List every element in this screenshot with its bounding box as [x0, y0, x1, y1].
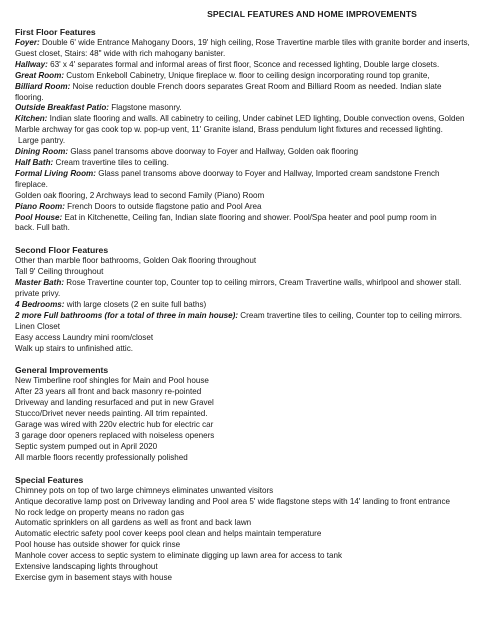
list-item: Garage was wired with 220v electric hub for electric car [15, 420, 214, 430]
second-floor-section [15, 245, 472, 354]
billiard-label: Billiard Room: [15, 81, 71, 91]
pool-house-text: Eat in Kitchenette, Ceiling fan, Indian slate flooring and shower. Pool/Spa heater and pool pump room in [64, 212, 437, 222]
first-floor-section [15, 27, 472, 234]
list-item: Chimney pots on top of two large chimneys eliminates unwanted visitors [15, 485, 274, 495]
piano-text: French Doors to outside flagstone patio and Pool Area [67, 201, 262, 211]
general-section [15, 365, 472, 463]
patio-text: Flagstone masonry. [111, 103, 182, 113]
kitchen-label: Kitchen: [15, 114, 48, 124]
second-floor-heading: Second Floor Features [15, 245, 109, 256]
half-bath-line [15, 158, 472, 169]
hallway-line [15, 60, 472, 71]
list-item: All marble floors recently professionally polished [15, 452, 188, 462]
patio-label: Outside Breakfast Patio: [15, 103, 110, 113]
hallway-text: 63' x 4' separates formal and informal areas of first floor, Sconce and recessed lighting, Double large closets. [50, 59, 440, 69]
half-bath-text: Cream travertine tiles to ceiling. [55, 157, 169, 167]
half-bath-label: Half Bath: [15, 157, 54, 167]
special-heading: Special Features [15, 474, 84, 485]
list-item: Stucco/Drivet never needs painting. All trim repainted. [15, 409, 208, 419]
dining-text: Glass panel transoms above doorway to Foyer and Hallway, Golden oak flooring [70, 147, 359, 157]
list-item: Driveway and landing resurfaced and put in new Gravel [15, 398, 214, 408]
pool-house-label: Pool House: [15, 212, 63, 222]
kitchen-text: Indian slate flooring and walls. All cabinetry to ceiling, Under cabinet LED lighting, Double convection ovens, Golden [49, 114, 465, 124]
special-section [15, 475, 472, 584]
master-bath-text: Rose Travertine counter top, Counter top to ceiling mirrors, Cream Travertine walls, whirlpool and shower stall. [66, 278, 462, 288]
list-item: After 23 years all front and back masonry re-pointed [15, 387, 202, 397]
dining-label: Dining Room: [15, 147, 69, 157]
master-bath-line-2: private privy. [15, 289, 61, 299]
foyer-line-2: Guest closet, Stairs: 48" wide with rich mahogany banister. [15, 48, 226, 58]
pool-house-line [15, 213, 472, 224]
second-floor-line-1: Other than marble floor bathrooms, Golden Oak flooring throughout [15, 256, 257, 266]
formal-living-line-2: Golden oak flooring, 2 Archways lead to second Family (Piano) Room [15, 190, 265, 200]
list-item: No rock ledge on property means no radon gas [15, 507, 185, 517]
kitchen-line-2: Marble archway for gas cook top w. pop-up vent, 11' Granite island, Brass pendulum light fixtures and recessed lighting. [15, 125, 443, 135]
general-heading: General Improvements [15, 365, 109, 376]
master-bath-label: Master Bath: [15, 278, 65, 288]
great-room-line [15, 71, 472, 82]
list-item: Manhole cover access to septic system to eliminate digging up lawn area for access to tank [15, 551, 343, 561]
first-floor-heading: First Floor Features [15, 27, 96, 37]
kitchen-line-3: Large pantry. [18, 136, 66, 146]
foyer-text: Double 6' wide Entrance Mahogany Doors, 19' high ceiling, Rose Travertine marble tiles with granite border and inserts, [42, 38, 470, 47]
document-title: SPECIAL FEATURES AND HOME IMPROVEMENTS [207, 9, 417, 19]
great-room-text: Custom Enkeboll Cabinetry, Unique fireplace w. floor to ceiling design incorporating round top granite, [66, 70, 430, 80]
bedrooms-label: 4 Bedrooms: [15, 299, 65, 309]
kitchen-line [15, 114, 472, 125]
second-floor-line-2: Tall 9' Ceiling throughout [15, 267, 104, 277]
great-room-label: Great Room: [15, 70, 65, 80]
list-item: 3 garage door openers replaced with noiseless openers [15, 431, 215, 440]
list-item: New Timberline roof shingles for Main and Pool house [15, 376, 209, 386]
list-item: Exercise gym in basement stays with house [15, 572, 172, 582]
piano-line [15, 202, 472, 213]
foyer-line [15, 38, 472, 49]
second-floor-line-8: Walk up stairs to unfinished attic. [15, 343, 134, 353]
patio-line [15, 103, 472, 114]
bedrooms-line [15, 300, 472, 311]
full-baths-label: 2 more Full bathrooms (for a total of three in main house): [15, 310, 239, 320]
foyer-label: Foyer: [15, 38, 40, 47]
bedrooms-text: with large closets (2 en suite full baths) [66, 299, 207, 309]
pool-house-line-2: back. Full bath. [15, 223, 70, 233]
list-item: Pool house has outside shower for quick rinse [15, 540, 181, 550]
billiard-text: Noise reduction double French doors separates Great Room and Billiard Room as needed. Indian slate flooring. [15, 81, 442, 102]
list-item: Septic system pumped out in April 2020 [15, 441, 158, 451]
billiard-line [15, 82, 472, 104]
list-item: Automatic sprinklers on all gardens as well as front and back lawn [15, 518, 252, 528]
formal-living-label: Formal Living Room: [15, 168, 96, 178]
list-item: Extensive landscaping lights throughout [15, 562, 158, 572]
hallway-label: Hallway: [15, 59, 48, 69]
list-item: Automatic electric safety pool cover keeps pool clean and helps maintain temperature [15, 529, 322, 539]
formal-living-line [15, 169, 472, 191]
full-baths-text: Cream travertine tiles to ceiling, Counter top to ceiling mirrors. [240, 310, 463, 320]
formal-living-text: Glass panel transoms above doorway to Foyer and Hallway, Imported cream sandstone French fireplace. [15, 168, 440, 189]
second-floor-line-7: Easy access Laundry mini room/closet [15, 332, 154, 342]
dining-line [15, 147, 472, 158]
list-item: Antique decorative lamp post on Driveway landing and Pool area 5' wide flagstone steps with 14' landing to front entrance [15, 496, 451, 506]
piano-label: Piano Room: [15, 201, 65, 211]
second-floor-line-6: Linen Closet [15, 321, 60, 331]
full-baths-line [15, 311, 472, 322]
master-bath-line [15, 278, 472, 289]
